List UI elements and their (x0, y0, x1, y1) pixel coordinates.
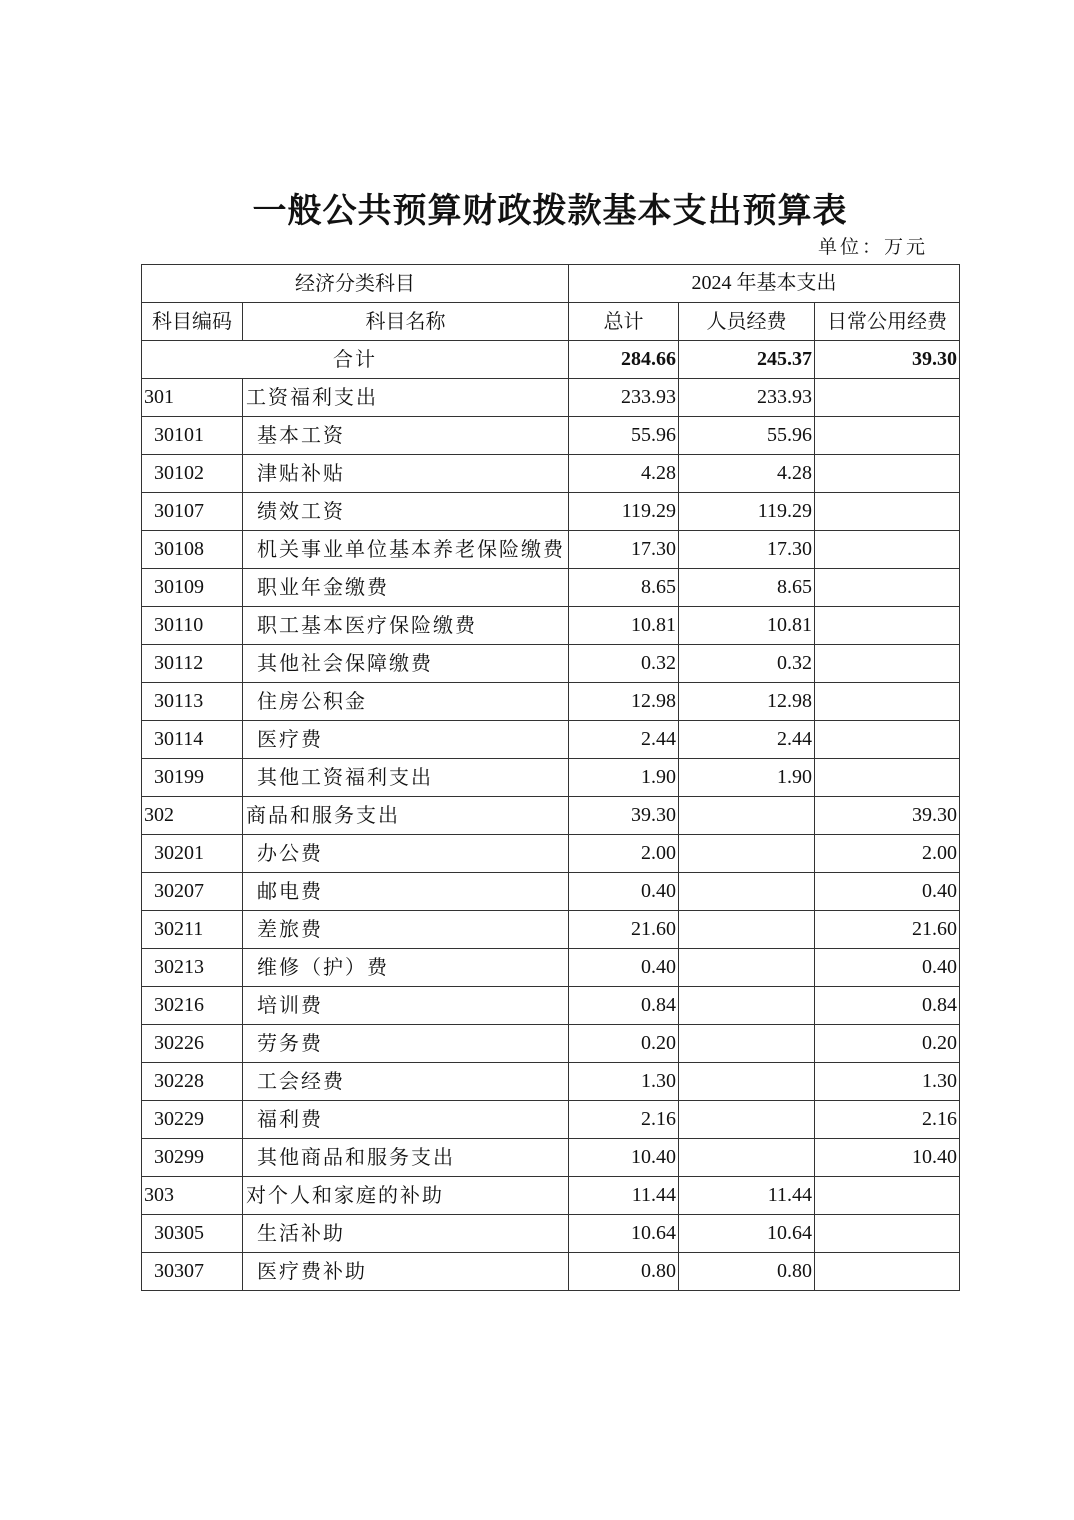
total-label: 合计 (142, 341, 569, 379)
row-name: 住房公积金 (243, 683, 569, 721)
row-public (815, 1253, 960, 1291)
table-row (142, 721, 960, 759)
row-public: 39.30 (815, 797, 960, 835)
row-public (815, 455, 960, 493)
row-code: 30113 (142, 683, 243, 721)
header-subject-name: 科目名称 (243, 303, 569, 341)
row-personnel: 17.30 (679, 531, 815, 569)
row-personnel: 0.32 (679, 645, 815, 683)
row-name: 福利费 (243, 1101, 569, 1139)
table-row (142, 607, 960, 645)
row-name: 劳务费 (243, 1025, 569, 1063)
row-public (815, 721, 960, 759)
row-code: 30216 (142, 987, 243, 1025)
row-personnel: 10.81 (679, 607, 815, 645)
row-total: 12.98 (569, 683, 679, 721)
row-public: 0.40 (815, 949, 960, 987)
row-code: 30108 (142, 531, 243, 569)
row-public: 2.16 (815, 1101, 960, 1139)
row-code: 30101 (142, 417, 243, 455)
row-personnel (679, 797, 815, 835)
header-subject-code: 科目编码 (142, 303, 243, 341)
row-personnel (679, 873, 815, 911)
row-total: 17.30 (569, 531, 679, 569)
row-personnel: 12.98 (679, 683, 815, 721)
row-public (815, 569, 960, 607)
header-total: 总计 (569, 303, 679, 341)
table-row (142, 417, 960, 455)
row-public (815, 493, 960, 531)
table-row (142, 1253, 960, 1291)
row-personnel: 4.28 (679, 455, 815, 493)
row-name: 职工基本医疗保险缴费 (243, 607, 569, 645)
document-title: 一般公共预算财政拨款基本支出预算表 (252, 191, 848, 231)
row-personnel (679, 1139, 815, 1177)
row-name: 职业年金缴费 (243, 569, 569, 607)
table-row (142, 1101, 960, 1139)
row-public (815, 607, 960, 645)
row-total: 10.40 (569, 1139, 679, 1177)
row-total: 8.65 (569, 569, 679, 607)
table-row (142, 645, 960, 683)
row-total: 119.29 (569, 493, 679, 531)
row-total: 21.60 (569, 911, 679, 949)
row-total: 4.28 (569, 455, 679, 493)
row-code: 30228 (142, 1063, 243, 1101)
row-public: 1.30 (815, 1063, 960, 1101)
row-name: 医疗费 (243, 721, 569, 759)
row-personnel: 0.80 (679, 1253, 815, 1291)
row-total: 0.32 (569, 645, 679, 683)
row-code: 30110 (142, 607, 243, 645)
row-total: 0.20 (569, 1025, 679, 1063)
row-personnel: 1.90 (679, 759, 815, 797)
table-row (142, 683, 960, 721)
row-code: 30199 (142, 759, 243, 797)
row-name: 差旅费 (243, 911, 569, 949)
row-name: 其他工资福利支出 (243, 759, 569, 797)
row-code: 30112 (142, 645, 243, 683)
row-public: 10.40 (815, 1139, 960, 1177)
row-code: 30109 (142, 569, 243, 607)
row-personnel: 10.64 (679, 1215, 815, 1253)
row-total: 39.30 (569, 797, 679, 835)
row-code: 30299 (142, 1139, 243, 1177)
total-personnel: 245.37 (679, 341, 815, 379)
row-total: 0.40 (569, 873, 679, 911)
row-code: 30114 (142, 721, 243, 759)
table-row (142, 1139, 960, 1177)
row-name: 办公费 (243, 835, 569, 873)
row-name: 培训费 (243, 987, 569, 1025)
unit-label: 单位：万元 (818, 236, 929, 258)
row-total: 0.84 (569, 987, 679, 1025)
row-name: 维修（护）费 (243, 949, 569, 987)
row-total: 0.40 (569, 949, 679, 987)
row-name: 工资福利支出 (243, 379, 569, 417)
table-row (142, 911, 960, 949)
row-public: 21.60 (815, 911, 960, 949)
row-total: 11.44 (569, 1177, 679, 1215)
table-row (142, 987, 960, 1025)
row-name: 工会经费 (243, 1063, 569, 1101)
row-name: 其他社会保障缴费 (243, 645, 569, 683)
row-personnel: 119.29 (679, 493, 815, 531)
row-public (815, 759, 960, 797)
header-row-group (142, 265, 960, 303)
row-personnel: 55.96 (679, 417, 815, 455)
table-row (142, 797, 960, 835)
row-name: 津贴补贴 (243, 455, 569, 493)
row-public (815, 1177, 960, 1215)
row-total: 10.64 (569, 1215, 679, 1253)
row-name: 机关事业单位基本养老保险缴费 (243, 531, 569, 569)
budget-table (141, 264, 960, 1291)
row-personnel (679, 1025, 815, 1063)
row-public: 0.84 (815, 987, 960, 1025)
row-total: 2.44 (569, 721, 679, 759)
row-personnel (679, 1101, 815, 1139)
row-public: 2.00 (815, 835, 960, 873)
row-name: 生活补助 (243, 1215, 569, 1253)
row-name: 医疗费补助 (243, 1253, 569, 1291)
row-name: 其他商品和服务支出 (243, 1139, 569, 1177)
row-personnel: 233.93 (679, 379, 815, 417)
row-total: 1.90 (569, 759, 679, 797)
row-code: 30305 (142, 1215, 243, 1253)
total-public: 39.30 (815, 341, 960, 379)
row-code: 30107 (142, 493, 243, 531)
row-public: 0.40 (815, 873, 960, 911)
row-personnel (679, 987, 815, 1025)
table-row (142, 531, 960, 569)
row-code: 30201 (142, 835, 243, 873)
total-sum: 284.66 (569, 341, 679, 379)
row-public (815, 531, 960, 569)
row-code: 30207 (142, 873, 243, 911)
row-code: 302 (142, 797, 243, 835)
row-code: 30307 (142, 1253, 243, 1291)
header-personnel-expense: 人员经费 (679, 303, 815, 341)
table-row (142, 1063, 960, 1101)
row-public (815, 379, 960, 417)
row-public (815, 417, 960, 455)
row-personnel (679, 1063, 815, 1101)
row-total: 2.16 (569, 1101, 679, 1139)
row-name: 绩效工资 (243, 493, 569, 531)
table-row (142, 835, 960, 873)
header-basic-expenditure-year: 2024 年基本支出 (569, 265, 960, 303)
table-row (142, 1215, 960, 1253)
row-code: 30102 (142, 455, 243, 493)
row-total: 10.81 (569, 607, 679, 645)
row-personnel (679, 911, 815, 949)
row-total: 233.93 (569, 379, 679, 417)
row-personnel (679, 949, 815, 987)
table-row (142, 569, 960, 607)
row-total: 0.80 (569, 1253, 679, 1291)
row-code: 30229 (142, 1101, 243, 1139)
header-row-columns (142, 303, 960, 341)
row-name: 基本工资 (243, 417, 569, 455)
table-row (142, 455, 960, 493)
row-name: 邮电费 (243, 873, 569, 911)
total-row (142, 341, 960, 379)
row-total: 2.00 (569, 835, 679, 873)
row-total: 1.30 (569, 1063, 679, 1101)
table-row (142, 1025, 960, 1063)
row-personnel: 8.65 (679, 569, 815, 607)
row-code: 30213 (142, 949, 243, 987)
row-code: 30226 (142, 1025, 243, 1063)
table-row (142, 379, 960, 417)
row-public (815, 683, 960, 721)
table-row (142, 759, 960, 797)
table-row (142, 493, 960, 531)
row-code: 303 (142, 1177, 243, 1215)
row-code: 301 (142, 379, 243, 417)
row-personnel (679, 835, 815, 873)
row-personnel: 2.44 (679, 721, 815, 759)
row-code: 30211 (142, 911, 243, 949)
table-row (142, 873, 960, 911)
row-name: 对个人和家庭的补助 (243, 1177, 569, 1215)
row-personnel: 11.44 (679, 1177, 815, 1215)
table-row (142, 949, 960, 987)
row-name: 商品和服务支出 (243, 797, 569, 835)
row-public: 0.20 (815, 1025, 960, 1063)
header-public-expense: 日常公用经费 (815, 303, 960, 341)
header-economic-classification: 经济分类科目 (142, 265, 569, 303)
row-public (815, 1215, 960, 1253)
row-total: 55.96 (569, 417, 679, 455)
budget-table-body (142, 265, 960, 1291)
row-public (815, 645, 960, 683)
table-row (142, 1177, 960, 1215)
